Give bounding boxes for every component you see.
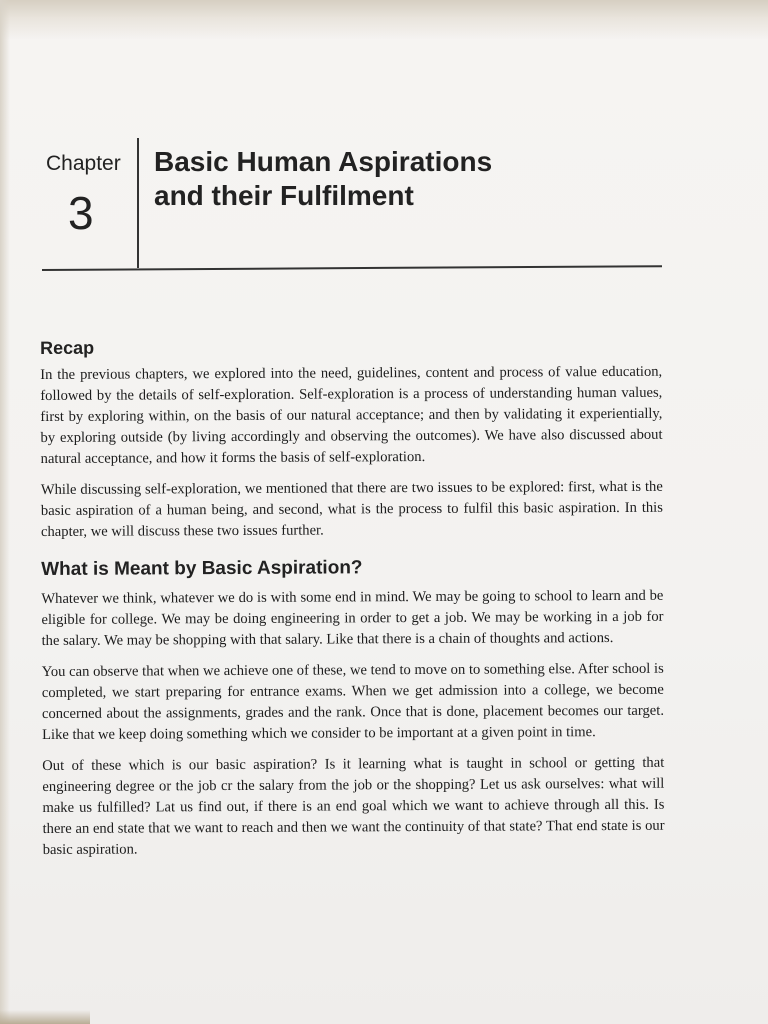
chapter-number: 3 bbox=[68, 187, 94, 239]
chapter-body bbox=[40, 335, 665, 871]
page-top-shadow bbox=[0, 0, 768, 40]
aspiration-paragraph-3: Out of these which is our basic aspiration? Is it learning what is taught in school or getting that engineering degree or the job cr the salary from the job or the shopping? Let us ask ourselves: what will make us fulfilled? Lat us find out, if there is an end goal which we want to achieve through all this. Is there an end state that we want to reach and then we want the continuity of that state? That end state is our basic aspiration. bbox=[42, 754, 665, 858]
recap-heading: Recap bbox=[40, 337, 95, 358]
chapter-label: Chapter bbox=[46, 152, 121, 175]
chapter-vertical-rule bbox=[137, 138, 139, 268]
aspiration-heading: What is Meant by Basic Aspiration? bbox=[41, 557, 363, 580]
recap-paragraph-2: While discussing self-exploration, we mentioned that there are two issues to be explored: first, what is the basic aspiration of a human being, and second, what is the process to fulfil this basic aspiration. In this chapter, we will discuss these two issues further. bbox=[40, 478, 663, 540]
recap-paragraph-1: In the previous chapters, we explored into the need, guidelines, content and process of value education, followed by the details of self-exploration. Self-exploration is a process of understanding human values, first by exploring within, on the basis of our natural acceptance; and then by validating it experientially, by exploring outside (by living accordingly and observing the outcomes). We have also discussed about natural acceptance, and how it forms the basis of self-exploration. bbox=[40, 363, 663, 467]
chapter-title bbox=[154, 145, 492, 213]
chapter-title-line-1: Basic Human Aspirations bbox=[154, 146, 493, 177]
chapter-title-line-2: and their Fulfilment bbox=[154, 180, 414, 211]
aspiration-paragraph-1: Whatever we think, whatever we do is with some end in mind. We may be going to school to learn and be eligible for college. We may be doing engineering in order to get a job. We may be working in a job for the salary. We may be shopping with that salary. Like that there is a chain of thoughts and actions. bbox=[41, 587, 664, 649]
aspiration-paragraph-2: You can observe that when we achieve one of these, we tend to move on to something else. After school is completed, we start preparing for entrance exams. When we get admission into a college, we become concerned about the assignments, grades and the rank. Once that is done, placement becomes our target. Like that we keep doing something which we consider to be important at a given point in time. bbox=[41, 660, 665, 743]
page-left-shadow bbox=[0, 0, 10, 1024]
chapter-horizontal-rule bbox=[42, 265, 662, 270]
page-corner-shadow bbox=[0, 1010, 90, 1024]
